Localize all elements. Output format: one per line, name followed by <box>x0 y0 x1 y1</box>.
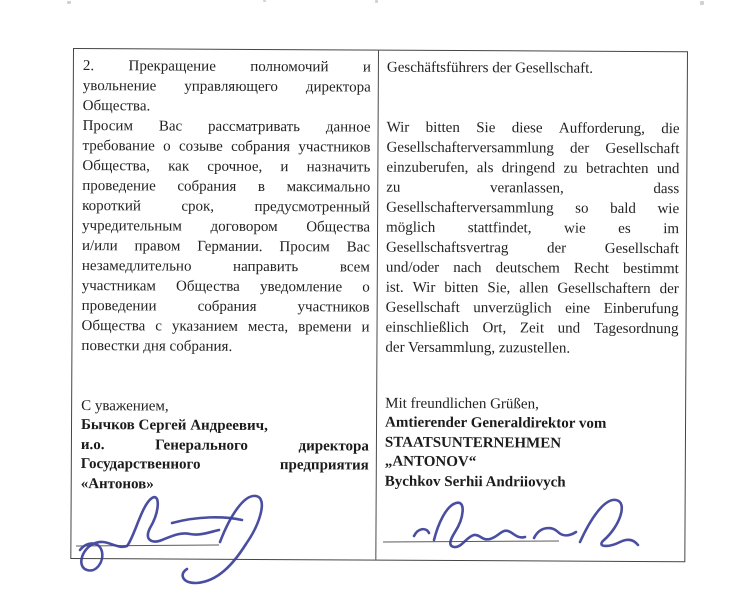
text-line <box>385 318 678 340</box>
word: и/или <box>81 238 118 255</box>
word: и.о. <box>80 436 105 453</box>
word: и <box>362 59 371 76</box>
russian-column-cell <box>71 49 378 560</box>
word: о <box>362 279 370 296</box>
signature-stroke <box>80 497 219 570</box>
word: собрания <box>197 298 257 315</box>
text-line <box>387 78 680 100</box>
text-line: der Versammlung, zuzustellen. <box>385 339 571 357</box>
word: срочное, <box>207 158 263 175</box>
word: созыве <box>178 138 223 155</box>
text-line: Бычков Сергей Андреевич, <box>80 417 268 435</box>
word: Gesellschaftern <box>557 280 651 298</box>
word: Общества <box>81 318 146 335</box>
word: проведении <box>81 298 157 315</box>
word: allen <box>519 280 549 297</box>
text-line: «Антонов» <box>80 475 154 492</box>
word: как <box>168 158 190 175</box>
word: времени <box>298 319 352 336</box>
word: предприятия <box>279 457 369 474</box>
word: betrachten <box>585 160 649 178</box>
text-line <box>386 178 679 200</box>
text-line <box>83 76 371 98</box>
word: собрания <box>231 138 291 156</box>
word: nach <box>453 259 482 277</box>
word: участников <box>298 139 371 156</box>
word: unverzüglich <box>473 300 552 317</box>
word: deutschem <box>495 260 560 277</box>
signature-stroke <box>580 500 638 546</box>
word: Государственного <box>80 456 201 473</box>
text-line <box>386 278 679 300</box>
word: ist. <box>385 279 404 296</box>
word: указанием <box>171 318 238 335</box>
word: so <box>575 200 589 217</box>
word: полномочий <box>250 58 329 76</box>
word: Tagesordnung <box>593 320 679 338</box>
word: участникам <box>81 278 156 295</box>
text-line: Общества. <box>82 98 151 115</box>
word: der <box>546 240 567 257</box>
word: und <box>557 320 581 337</box>
word: незамедлительно <box>81 258 192 275</box>
text-line: Geschäftsführers der Gesellschaft. <box>386 59 594 77</box>
word: Sie <box>476 120 496 137</box>
word: Aufforderung, <box>558 120 645 137</box>
scan-artifact-mark <box>67 1 71 4</box>
text-line <box>82 276 370 298</box>
word: и <box>361 319 370 336</box>
word: учредительным <box>82 218 182 235</box>
word: bitten <box>444 279 479 297</box>
word: 2. <box>82 58 95 75</box>
word: участников <box>297 299 370 316</box>
word: dass <box>653 181 680 198</box>
word: правом <box>134 238 181 255</box>
signature-stroke <box>434 503 525 547</box>
word: Вас <box>346 239 371 256</box>
word: максимально <box>286 179 371 196</box>
word: einschließlich <box>385 319 469 337</box>
text-line: „ANTONOV“ <box>384 453 477 471</box>
text-line <box>386 238 679 260</box>
word: stattfindet, <box>467 220 532 237</box>
text-line <box>83 56 371 78</box>
word: wie <box>563 220 586 237</box>
text-line <box>83 116 371 138</box>
word: назначить <box>306 159 371 176</box>
word: Общества <box>306 219 371 236</box>
word: zu <box>563 160 578 177</box>
word: Sie, <box>487 280 511 297</box>
word: bald <box>610 200 636 217</box>
word: und/oder <box>385 259 440 276</box>
word: die <box>661 121 680 138</box>
text-line <box>386 138 679 160</box>
scan-artifact-mark <box>700 1 704 5</box>
scan-artifact-mark <box>263 0 266 2</box>
word: договором <box>210 218 278 236</box>
word: всем <box>339 259 370 276</box>
text-line <box>81 455 369 476</box>
word: Генерального <box>155 437 248 454</box>
word: Прекращение <box>128 58 216 75</box>
text-line <box>387 98 680 120</box>
text-line <box>82 156 370 178</box>
text-line <box>386 198 679 220</box>
closing-block-russian <box>81 397 370 495</box>
word: рассматривать <box>208 118 301 136</box>
text-line: Mit freundlichen Grüßen, <box>385 395 539 413</box>
text-line <box>82 296 370 318</box>
text-line: Bychkov Serhii Andriiovych <box>384 473 566 491</box>
signature-stroke <box>414 529 429 536</box>
word: zu <box>386 179 401 196</box>
text-line <box>82 256 370 278</box>
signature-left <box>68 486 308 590</box>
word: проведение <box>82 178 156 195</box>
word: Gesellschafterversammlung <box>386 199 554 217</box>
word: Gesellschafterversammlung <box>386 139 554 157</box>
text-line <box>82 136 370 158</box>
word: diese <box>511 120 543 137</box>
text-line <box>386 298 679 320</box>
word: направить <box>233 258 299 276</box>
word: Германии. <box>197 238 263 255</box>
word: директора <box>305 79 371 96</box>
word: места, <box>247 318 289 336</box>
word: Общества, <box>82 158 150 175</box>
word: der <box>570 140 590 157</box>
word: о <box>163 138 171 155</box>
word: einzuberufen, <box>386 159 469 177</box>
word: Gesellschaft <box>604 240 679 258</box>
word: Gesellschaft <box>385 299 460 317</box>
text-line: С уважением, <box>81 398 169 415</box>
word: собрания <box>177 178 237 195</box>
text-line <box>82 236 370 258</box>
german-body-text <box>385 58 680 360</box>
handwritten-signature-icon <box>68 486 308 590</box>
text-line <box>387 118 680 140</box>
word: Einberufung <box>603 300 679 318</box>
word: директора <box>298 437 369 455</box>
word: Recht <box>573 260 609 277</box>
word: Wir <box>386 119 410 136</box>
word: es <box>618 220 631 237</box>
word: Gesellschaftsvertrag <box>385 239 509 257</box>
word: veranlassen, <box>490 180 564 197</box>
word: möglich <box>386 219 436 236</box>
scan-artifact-mark <box>375 0 378 3</box>
word: im <box>663 221 680 238</box>
word: короткий <box>82 198 141 215</box>
word: bitten <box>425 119 460 137</box>
word: Wir <box>412 279 436 296</box>
signature-stroke <box>183 496 262 583</box>
word: Просим <box>279 239 330 256</box>
word: der <box>659 281 679 298</box>
text-line <box>386 218 679 240</box>
word: Вас <box>158 118 183 135</box>
word: und <box>656 161 680 178</box>
word: als <box>476 160 494 177</box>
signature-stroke <box>534 528 576 538</box>
word: предусмотренный <box>254 198 371 216</box>
word: в <box>257 178 266 196</box>
handwritten-signature-icon <box>398 490 663 564</box>
word: wie <box>657 201 680 218</box>
text-line <box>82 216 370 238</box>
text-line: STAATSUNTERNEHMEN <box>384 434 562 452</box>
word: Просим <box>82 118 134 135</box>
text-line: Amtierender Generaldirektor vom <box>384 415 607 433</box>
word: eine <box>565 300 591 317</box>
word: Zeit <box>519 320 545 337</box>
text-line <box>386 258 679 280</box>
text-line <box>82 176 370 198</box>
word: с <box>155 318 163 335</box>
word: Gesellschaft <box>605 140 680 158</box>
text-line <box>82 196 370 218</box>
russian-body-text <box>81 56 371 358</box>
word: уведомление <box>259 278 343 296</box>
word: Ort, <box>482 320 507 337</box>
word: dringend <box>501 160 556 177</box>
word: требование <box>82 138 155 155</box>
word: Общества <box>176 278 240 295</box>
word: срок, <box>181 198 215 215</box>
word: bestimmt <box>622 260 679 278</box>
signature-right <box>398 490 663 564</box>
word: данное <box>325 119 371 136</box>
german-column-cell <box>375 51 687 562</box>
text-line <box>81 436 369 457</box>
text-line <box>81 316 369 338</box>
text-line <box>386 158 679 180</box>
closing-block-german <box>385 395 679 493</box>
text-line: повестки дня собрания. <box>81 338 233 355</box>
word: и <box>280 159 289 176</box>
word: увольнение <box>82 78 157 95</box>
word: управляющего <box>184 78 278 96</box>
